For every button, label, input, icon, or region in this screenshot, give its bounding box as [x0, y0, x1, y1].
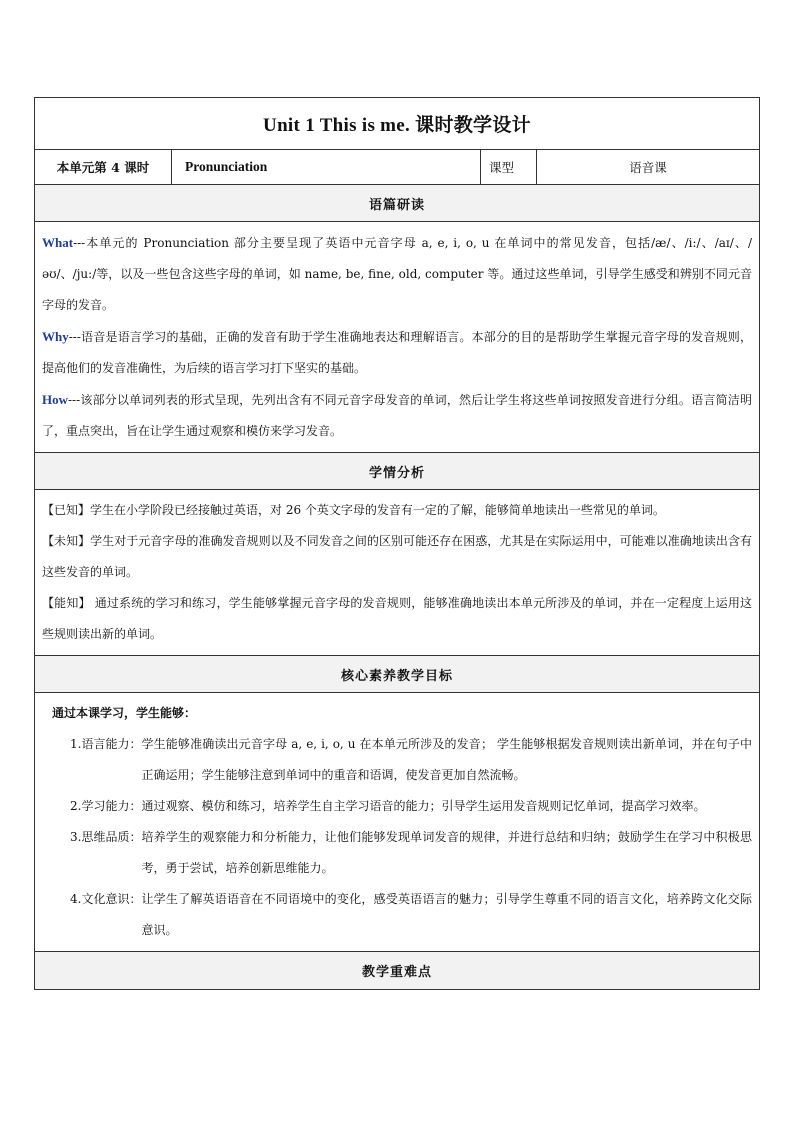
objective-item [42, 822, 752, 884]
section-heading-key-points: 教学重难点 [35, 952, 759, 989]
type-label: 课型 [481, 150, 537, 184]
type-value: 语音课 [629, 160, 667, 175]
student-analysis-body [35, 490, 759, 656]
objective-text: 培养学生的观察能力和分析能力，让他们能够发现单词发音的规律，并进行总结和归纳；鼓励学生在学习中积极思考，勇于尝试，培养创新思维能力。 [141, 830, 752, 875]
why-text: ---语音是语言学习的基础，正确的发音有助于学生准确地表达和理解语言。本部分的目的是帮助学生掌握元音字母的发音规则，提高他们的发音准确性，为后续的语言学习打下坚实的基础。 [42, 330, 752, 375]
objective-text: 让学生了解英语语音在不同语境中的变化，感受英语语言的魅力；引导学生尊重不同的语言文化，培养跨文化交际意识。 [141, 892, 752, 937]
objective-label: 3.思维品质： [70, 830, 142, 844]
why-paragraph [42, 321, 752, 384]
info-row [35, 150, 759, 185]
how-keyword: How [42, 392, 68, 407]
objective-text: 通过观察、模仿和练习，培养学生自主学习语音的能力；引导学生运用发音规则记忆单词，提高学习效率。 [141, 799, 706, 813]
why-keyword: Why [42, 329, 69, 344]
text-analysis-body [35, 222, 759, 453]
objective-label: 1.语言能力： [70, 737, 142, 751]
what-keyword: What [42, 235, 74, 250]
unknown-paragraph: 【未知】学生对于元音字母的准确发音规则以及不同发音之间的区别可能还存在困惑，尤其是在实际运用中，可能难以准确地读出含有这些发音的单词。 [42, 534, 752, 579]
how-paragraph [42, 384, 752, 447]
lesson-name: Pronunciation [172, 150, 481, 184]
how-text: ---该部分以单词列表的形式呈现，先列出含有不同元音字母发音的单词，然后让学生将这些单词按照发音进行分组。语言简洁明了，重点突出，旨在让学生通过观察和模仿来学习发音。 [42, 393, 752, 438]
objective-label: 4.文化意识： [70, 892, 142, 906]
what-text: ---本单元的 Pronunciation 部分主要呈现了英语中元音字母 a, e, i, o, u 在单词中的常见发音，包括/æ/、/i:/、/aɪ/、/əʊ/、/ju:/等，以及一些包含这些字母的单词，如 name, be, fine, old, computer 等。通过这些单词，引导学生感受和辨别不同元音字母的发音。 [42, 236, 752, 312]
lesson-plan-table [34, 97, 760, 990]
page-title: Unit 1 This is me. 课时教学设计 [263, 115, 531, 136]
title-row [35, 98, 759, 150]
section-heading-student-analysis: 学情分析 [35, 453, 759, 490]
section-heading-objectives: 核心素养教学目标 [35, 656, 759, 693]
section-heading-text-analysis: 语篇研读 [35, 185, 759, 222]
objective-label: 2.学习能力： [70, 799, 142, 813]
objectives-body [35, 693, 759, 952]
objective-item [42, 729, 752, 791]
objective-item [42, 791, 752, 822]
objective-text: 学生能够准确读出元音字母 a, e, i, o, u 在本单元所涉及的发音； 学生能够根据发音规则读出新单词，并在句子中正确运用；学生能够注意到单词中的重音和语调，使发音更加自然流畅。 [141, 737, 752, 782]
what-paragraph [42, 227, 752, 321]
lesson-label: 本单元第 4 课时 [35, 150, 172, 184]
objectives-intro: 通过本课学习，学生能够： [52, 706, 197, 720]
known-paragraph: 【已知】学生在小学阶段已经接触过英语，对 26 个英文字母的发音有一定的了解，能够简单地读出一些常见的单词。 [42, 503, 665, 517]
objective-item [42, 884, 752, 946]
can-paragraph: 【能知】 通过系统的学习和练习，学生能够掌握元音字母的发音规则，能够准确地读出本单元所涉及的单词，并在一定程度上运用这些规则读出新的单词。 [42, 596, 752, 641]
